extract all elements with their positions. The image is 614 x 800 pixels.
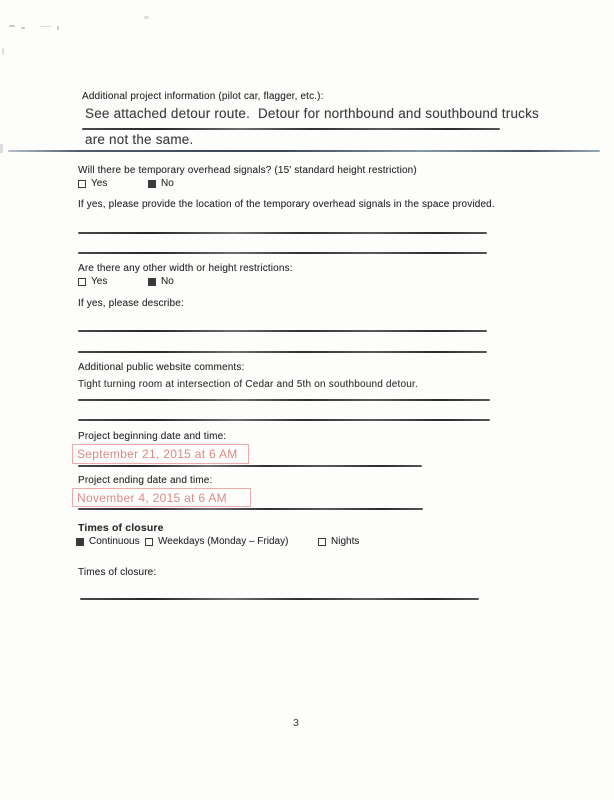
width-height-ifyes-label: If yes, please describe: (78, 298, 184, 309)
nights-label: Nights (331, 536, 360, 547)
end-date-label: Project ending date and time: (78, 475, 213, 486)
page-number: 3 (293, 717, 299, 729)
nights-checkbox[interactable] (318, 538, 326, 546)
begin-date-field[interactable] (72, 444, 249, 464)
yes-checkbox[interactable] (78, 180, 86, 188)
no-checkbox[interactable] (148, 180, 156, 188)
begin-date-label: Project beginning date and time: (78, 431, 227, 442)
fill-in-line (78, 330, 487, 332)
closure-option-continuous (76, 536, 140, 547)
closure-times-label: Times of closure: (78, 567, 157, 578)
fill-in-line (78, 351, 487, 353)
scan-speck (9, 25, 15, 27)
no-checkbox[interactable] (148, 278, 156, 286)
fill-in-line (78, 508, 423, 510)
fill-in-line (78, 232, 487, 234)
weekdays-checkbox[interactable] (145, 538, 153, 546)
continuous-label: Continuous (89, 536, 140, 547)
fill-in-line (78, 252, 487, 254)
overhead-signals-yes-option (78, 178, 107, 189)
overhead-signals-question: Will there be temporary overhead signals? (15' standard height restriction) (78, 165, 417, 176)
continuous-checkbox[interactable] (76, 538, 84, 546)
width-height-no-option (148, 276, 174, 287)
fill-in-line (78, 399, 490, 401)
yes-label: Yes (91, 178, 108, 189)
fill-in-line (78, 465, 422, 467)
additional-info-answer-line1: See attached detour route. Detour for northbound and southbound trucks (85, 106, 539, 121)
end-date-value: November 4, 2015 at 6 AM (77, 490, 227, 505)
closure-heading: Times of closure (78, 522, 164, 534)
answer-underline (82, 128, 500, 130)
additional-info-answer-line2: are not the same. (85, 132, 194, 147)
website-comments-answer: Tight turning room at intersection of Cedar and 5th on southbound detour. (78, 379, 418, 390)
website-comments-label: Additional public website comments: (78, 362, 245, 373)
section-divider-line (8, 150, 600, 152)
no-label: No (161, 276, 174, 287)
scan-speck (40, 26, 51, 27)
additional-info-label: Additional project information (pilot car, flagger, etc.): (82, 91, 324, 102)
closure-option-weekdays (145, 536, 288, 547)
overhead-signals-ifyes-label: If yes, please provide the location of the temporary overhead signals in the space provided. (78, 199, 495, 210)
scan-speck (57, 26, 59, 30)
scan-speck (144, 16, 149, 19)
width-height-question: Are there any other width or height restrictions: (78, 263, 293, 274)
scan-speck (2, 48, 4, 55)
fill-in-line (80, 598, 479, 600)
scan-speck (21, 27, 25, 29)
overhead-signals-no-option (148, 178, 174, 189)
closure-option-nights (318, 536, 359, 547)
fill-in-line (78, 419, 490, 421)
scan-speck (0, 144, 3, 153)
yes-label: Yes (91, 276, 108, 287)
no-label: No (161, 178, 174, 189)
weekdays-label: Weekdays (Monday – Friday) (158, 536, 289, 547)
width-height-yes-option (78, 276, 107, 287)
begin-date-value: September 21, 2015 at 6 AM (77, 447, 238, 461)
end-date-field[interactable] (72, 488, 251, 507)
yes-checkbox[interactable] (78, 278, 86, 286)
